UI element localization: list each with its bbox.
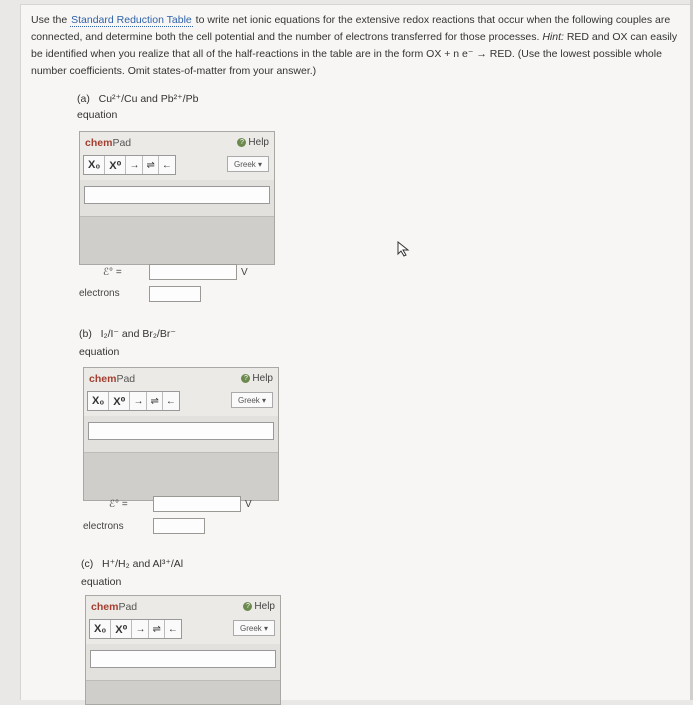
part-b-electrons-input[interactable]	[153, 518, 205, 534]
chempad-header	[80, 132, 274, 180]
part-b-equation-input[interactable]	[88, 422, 274, 440]
chempad-footer	[80, 216, 274, 264]
part-a-letter: (a)	[77, 93, 90, 105]
part-b-potential-input[interactable]	[153, 496, 241, 512]
part-c-chempad	[85, 595, 281, 705]
standard-reduction-table-link[interactable]: Standard Reduction Table	[71, 14, 192, 26]
help-icon: ?	[241, 374, 250, 383]
arrow-button[interactable]: →	[130, 392, 147, 410]
superscript-button[interactable]: X⁰	[111, 620, 132, 638]
part-a-unit: V	[241, 267, 248, 278]
question-panel	[20, 4, 692, 700]
equilibrium-button[interactable]: ⇌	[143, 156, 158, 174]
chempad-header	[84, 368, 278, 416]
chempad-title: chemPad	[89, 373, 136, 385]
equilibrium-button[interactable]: ⇌	[149, 620, 164, 638]
chempad-toolbar	[83, 155, 176, 175]
subscript-button[interactable]: X₀	[88, 392, 109, 410]
part-a-couple: Cu²⁺/Cu and Pb²⁺/Pb	[98, 93, 199, 105]
part-c-letter: (c)	[81, 558, 94, 570]
arrow-button[interactable]: →	[126, 156, 143, 174]
part-a-chempad	[79, 131, 275, 265]
subscript-button[interactable]: X₀	[90, 620, 111, 638]
help-button[interactable]: ? Help	[237, 137, 269, 148]
part-c-equation-input[interactable]	[90, 650, 276, 668]
intro-text: Use the	[31, 14, 71, 26]
part-b-label	[79, 328, 176, 340]
chempad-footer	[84, 452, 278, 500]
part-b-couple: I₂/I⁻ and Br₂/Br⁻	[100, 328, 176, 340]
part-a-label	[77, 93, 198, 105]
part-c-label	[81, 558, 183, 570]
backspace-button[interactable]: ←	[167, 623, 178, 635]
help-icon: ?	[237, 138, 246, 147]
part-c-couple: H⁺/H₂ and Al³⁺/Al	[102, 558, 184, 570]
intro-text-2: to write net ionic equations for the extensive redox reactions that occur when the following couples are connected, and determine both the cell potential and the number of electrons transferred for those processes.	[31, 14, 671, 43]
subscript-button[interactable]: X₀	[84, 156, 105, 174]
part-a-equation-label: equation	[77, 109, 118, 121]
part-a-potential-input[interactable]	[149, 264, 237, 280]
help-button[interactable]: ? Help	[241, 373, 273, 384]
greek-dropdown[interactable]: Greek ▾	[233, 620, 275, 636]
part-b-chempad	[83, 367, 279, 501]
chempad-toolbar	[89, 619, 182, 639]
part-a-potential-label: ℰ° =	[103, 267, 122, 278]
part-a-electrons-label: electrons	[79, 288, 120, 299]
mouse-pointer-icon	[397, 241, 411, 257]
part-b-equation-label: equation	[79, 346, 120, 358]
help-icon: ?	[243, 602, 252, 611]
chempad-title: chemPad	[91, 601, 138, 613]
backspace-button[interactable]: ←	[165, 395, 176, 407]
hint-label: Hint:	[542, 31, 564, 43]
help-button[interactable]: ? Help	[243, 601, 275, 612]
superscript-button[interactable]: X⁰	[109, 392, 130, 410]
part-c-equation-label: equation	[81, 576, 122, 588]
chempad-header	[86, 596, 280, 644]
chempad-title: chemPad	[85, 137, 132, 149]
question-text	[31, 12, 686, 80]
part-b-unit: V	[245, 499, 252, 510]
part-b-electrons-label: electrons	[83, 521, 124, 532]
part-a-electrons-input[interactable]	[149, 286, 201, 302]
greek-dropdown[interactable]: Greek ▾	[227, 156, 269, 172]
hint-text: RED and OX can easily be identified when you realize that all of the half-reactions in the table are in the form OX + n e⁻ → RED. (Use the lowest possible whole number coefficients. Omit states-of-matter from your answer.)	[31, 31, 678, 77]
part-b-letter: (b)	[79, 328, 92, 340]
chempad-footer	[86, 680, 280, 704]
backspace-button[interactable]: ←	[161, 159, 172, 171]
arrow-button[interactable]: →	[132, 620, 149, 638]
part-a-equation-input[interactable]	[84, 186, 270, 204]
part-b-potential-label: ℰ° =	[109, 499, 128, 510]
superscript-button[interactable]: X⁰	[105, 156, 126, 174]
equilibrium-button[interactable]: ⇌	[147, 392, 162, 410]
chempad-toolbar	[87, 391, 180, 411]
greek-dropdown[interactable]: Greek ▾	[231, 392, 273, 408]
